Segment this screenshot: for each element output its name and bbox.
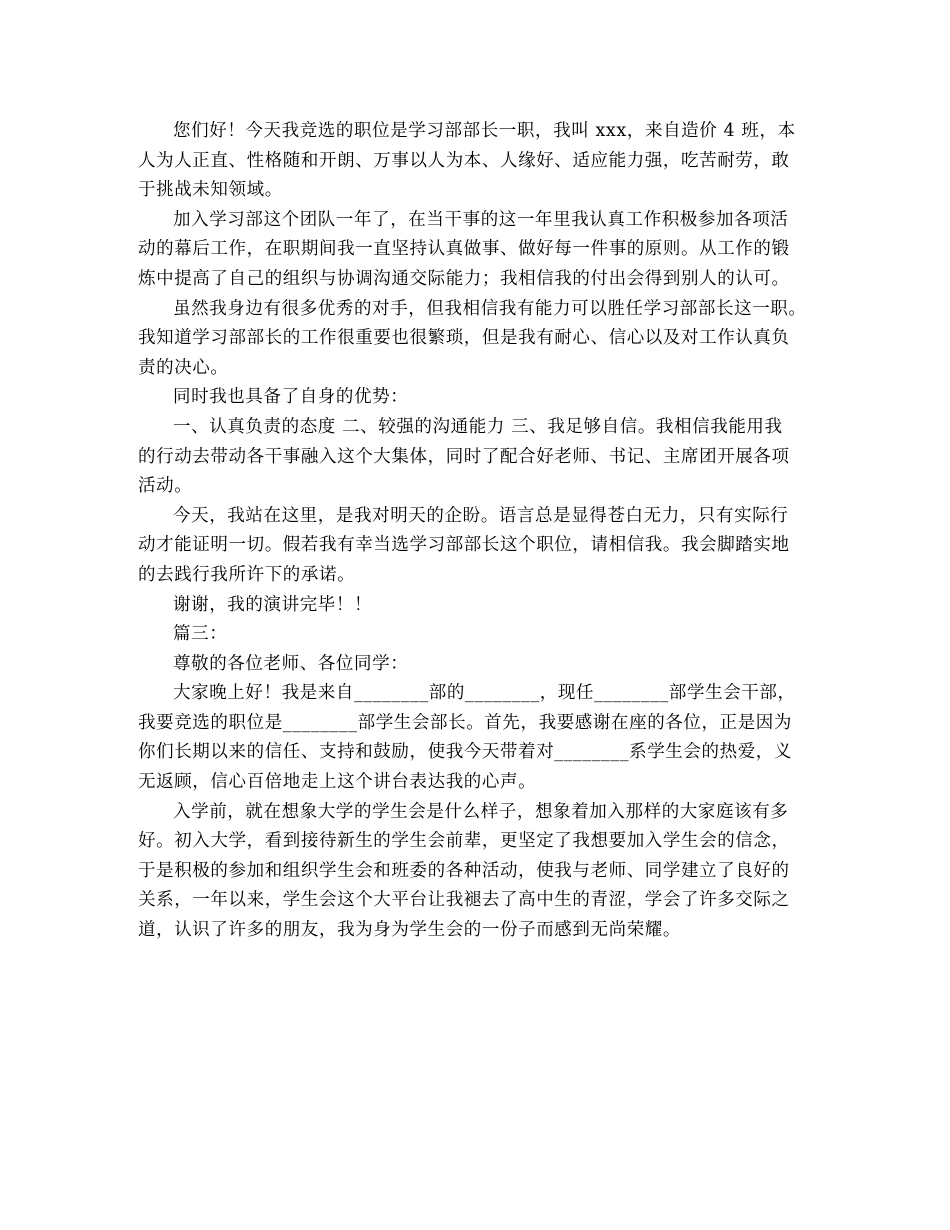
text-line: 您们好！今天我竞选的职位是学习部部长一职，我叫 xxx，来自造价 4 班，本 [173,121,796,141]
paragraph-11 [138,798,814,946]
text-line: 虽然我身边有很多优秀的对手，但我相信我有能力可以胜任学习部部长这一职。 [173,298,807,319]
text-line: 道，认识了许多的朋友，我为身为学生会的一份子而感到无尚荣耀。 [138,920,681,941]
paragraph-6 [138,502,814,591]
text-line: 活动。 [138,476,193,497]
text-line: 无返顾，信心百倍地走上这个讲台表达我的心声。 [138,772,537,793]
text-line: 的去践行我所许下的承诺。 [138,564,356,585]
paragraph-4 [138,383,814,413]
text-line: 同时我也具备了自身的优势： [173,387,409,408]
text-line: 一、认真负责的态度 二、较强的沟通能力 三、我足够自信。我相信我能用我 [173,416,783,437]
paragraph-2 [138,206,814,295]
paragraph-1 [138,117,814,206]
text-line: 炼中提高了自己的组织与协调沟通交际能力；我相信我的付出会得到别人的认可。 [138,268,790,289]
paragraph-5 [138,413,814,502]
text-line: 谢谢，我的演讲完毕！！ [173,594,373,615]
text-line: 尊敬的各位老师、各位同学： [173,653,409,674]
salutation [138,650,814,680]
text-line: 人为人正直、性格随和开朗、万事以人为本、人缘好、适应能力强，吃苦耐劳，敢 [138,150,790,171]
text-line: 动才能证明一切。假若我有幸当选学习部部长这个职位，请相信我。我会脚踏实地 [138,535,790,556]
text-line: 今天，我站在这里，是我对明天的企盼。语言总是显得苍白无力，只有实际行 [173,505,789,526]
text-line: 于挑战未知领域。 [138,180,283,201]
text-line: 加入学习部这个团队一年了，在当干事的这一年里我认真工作积极参加各项活 [173,209,789,230]
paragraph-10 [138,679,814,797]
text-line: 责的决心。 [138,357,229,378]
text-line: 你们长期以来的信任、支持和鼓励，使我今天带着对________系学生会的热爱，义 [138,742,792,763]
text-line: 好。初入大学，看到接待新生的学生会前辈，更坚定了我想要加入学生会的信念， [138,831,790,852]
text-line: 篇三： [173,624,228,645]
text-line: 我知道学习部部长的工作很重要也很繁琐，但是我有耐心、信心以及对工作认真负 [138,328,790,349]
text-line: 我要竞选的职位是________部学生会部长。首先，我要感谢在座的各位，正是因为 [138,712,792,733]
text-line: 关系，一年以来，学生会这个大平台让我褪去了高中生的青涩，学会了许多交际之 [138,890,790,911]
paragraph-3 [138,295,814,384]
text-line: 动的幕后工作，在职期间我一直坚持认真做事、做好每一件事的原则。从工作的锻 [138,239,790,260]
section-heading [138,620,814,650]
text-line: 的行动去带动各干事融入这个大集体，同时了配合好老师、书记、主席团开展各项 [138,446,790,467]
document-body [138,117,814,946]
text-line: 于是积极的参加和组织学生会和班委的各种活动，使我与老师、同学建立了良好的 [138,860,790,881]
text-line: 大家晚上好！我是来自________部的________，现任________部学生会干部， [173,683,796,704]
paragraph-7 [138,591,814,621]
text-line: 入学前，就在想象大学的学生会是什么样子，想象着加入那样的大家庭该有多 [173,801,789,822]
